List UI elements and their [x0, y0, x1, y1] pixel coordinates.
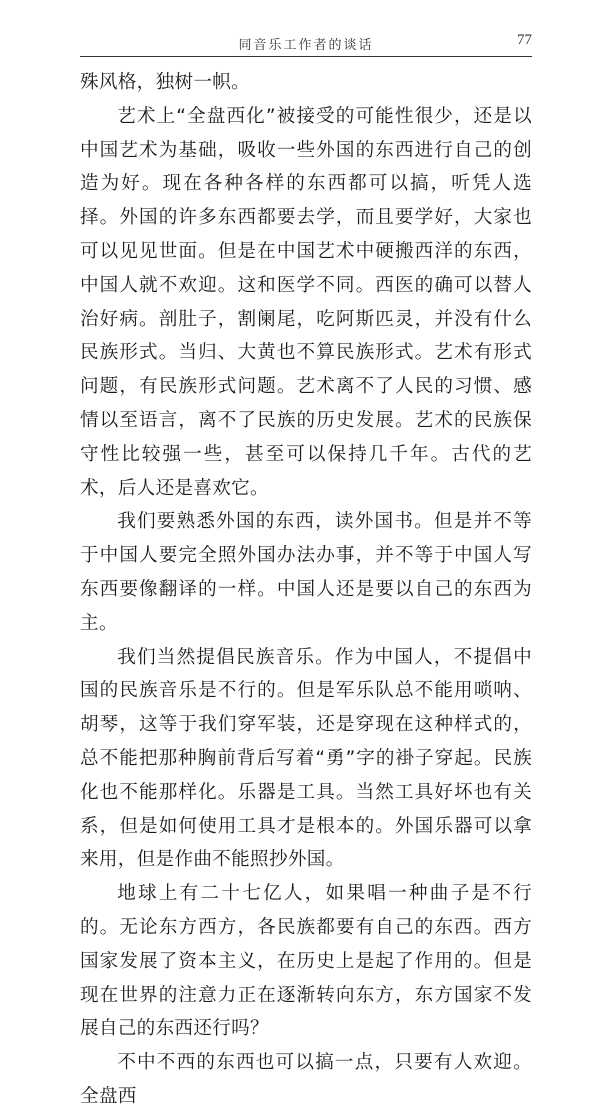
paragraph-final-line: 不中不西的东西也可以搞一点，只要有人欢迎。全盘西: [80, 1052, 532, 1107]
page-number: 77: [517, 32, 532, 48]
page-body: [80, 66, 532, 1114]
paragraph-national-music: 我们当然提倡民族音乐。作为中国人，不提倡中国的民族音乐是不行的。但是军乐队总不能用唢呐、胡琴，这等于我们穿军装，还是穿现在这种样式的，总不能把那种胸前背后写着“勇”字的褂子穿起。民族化也不能那样化。乐器是工具。当然工具好坏也有关系，但是如何使用工具才是根本的。外国乐器可以拿来用，但是作曲不能照抄外国。: [80, 646, 532, 871]
running-title: 同音乐工作者的谈话: [238, 38, 374, 53]
paragraph-continuation: 殊风格，独树一帜。: [80, 72, 251, 93]
paragraph-east-west: 地球上有二十七亿人，如果唱一种曲子是不行的。无论东方西方，各民族都要有自己的东西。西方国家发展了资本主义，在历史上是起了作用的。但是现在世界的注意力正在逐渐转向东方，东方国家不发展自己的东西还行吗？: [80, 883, 532, 1040]
page-header: [80, 30, 532, 57]
paragraph-foreign-things: 我们要熟悉外国的东西，读外国书。但是并不等于中国人要完全照外国办法办事，并不等于中国人写东西要像翻译的一样。中国人还是要以自己的东西为主。: [80, 511, 532, 634]
paragraph-western-art: 艺术上“全盘西化”被接受的可能性很少，还是以中国艺术为基础，吸收一些外国的东西进行自己的创造为好。现在各种各样的东西都可以搞，听凭人选择。外国的许多东西都要去学，而且要学好，大家也可以见见世面。但是在中国艺术中硬搬西洋的东西，中国人就不欢迎。这和医学不同。西医的确可以替人治好病。剖肚子，割阑尾，吃阿斯匹灵，并没有什么民族形式。当归、大黄也不算民族形式。艺术有形式问题，有民族形式问题。艺术离不了人民的习惯、感情以至语言，离不了民族的历史发展。艺术的民族保守性比较强一些，甚至可以保持几千年。古代的艺术，后人还是喜欢它。: [80, 105, 532, 499]
